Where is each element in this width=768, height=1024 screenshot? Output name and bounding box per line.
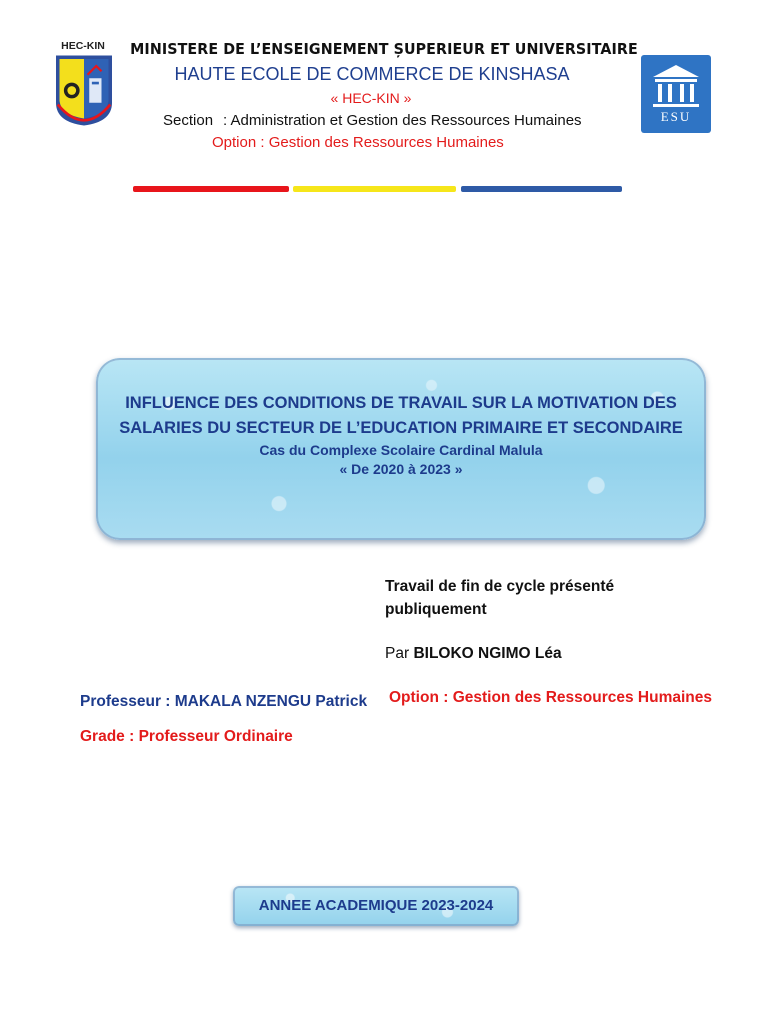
option-header: Option : Gestion des Ressources Humaines xyxy=(212,134,504,151)
section-label: Section xyxy=(163,112,214,129)
school-acronym: « HEC-KIN » xyxy=(330,90,412,106)
author-name: BILOKO NGIMO Léa xyxy=(413,645,562,662)
author-prefix: Par xyxy=(385,645,410,662)
yellow-stripe xyxy=(293,186,456,192)
professor-grade: Grade : Professeur Ordinaire xyxy=(80,728,293,745)
case-study: Cas du Complexe Scolaire Cardinal Malula xyxy=(259,442,543,458)
work-description: Travail de fin de cycle présenté publiquement xyxy=(385,578,615,618)
professor: Professeur : MAKALA NZENGU Patrick xyxy=(80,693,368,710)
study-period: « De 2020 à 2023 » xyxy=(339,461,463,477)
section-value: : Administration et Gestion des Ressources Humaines xyxy=(223,112,582,129)
academic-year: ANNEE ACADEMIQUE 2023-2024 xyxy=(258,897,494,914)
thesis-title: INFLUENCE DES CONDITIONS DE TRAVAIL SUR LA MOTIVATION DES SALARIES DU SECTEUR DE L’EDUCATION PRIMAIRE ET SECONDAIRE xyxy=(119,394,683,437)
esu-logo-label: ESU xyxy=(660,109,692,124)
ministry-heading: MINISTERE DE L’ENSEIGNEMENT ȘUPERIEUR ET UNIVERSITAIRE xyxy=(130,40,638,58)
thesis-title-box xyxy=(96,358,706,540)
section-line xyxy=(163,112,582,129)
red-stripe xyxy=(133,186,289,192)
school-name: HAUTE ECOLE DE COMMERCE DE KINSHASA xyxy=(174,64,570,84)
hec-kin-logo-label: HEC-KIN xyxy=(61,40,105,52)
author-line xyxy=(385,645,562,663)
blue-stripe xyxy=(461,186,622,192)
option-detail: Option : Gestion des Ressources Humaines xyxy=(389,689,712,706)
academic-year-box xyxy=(233,886,519,926)
